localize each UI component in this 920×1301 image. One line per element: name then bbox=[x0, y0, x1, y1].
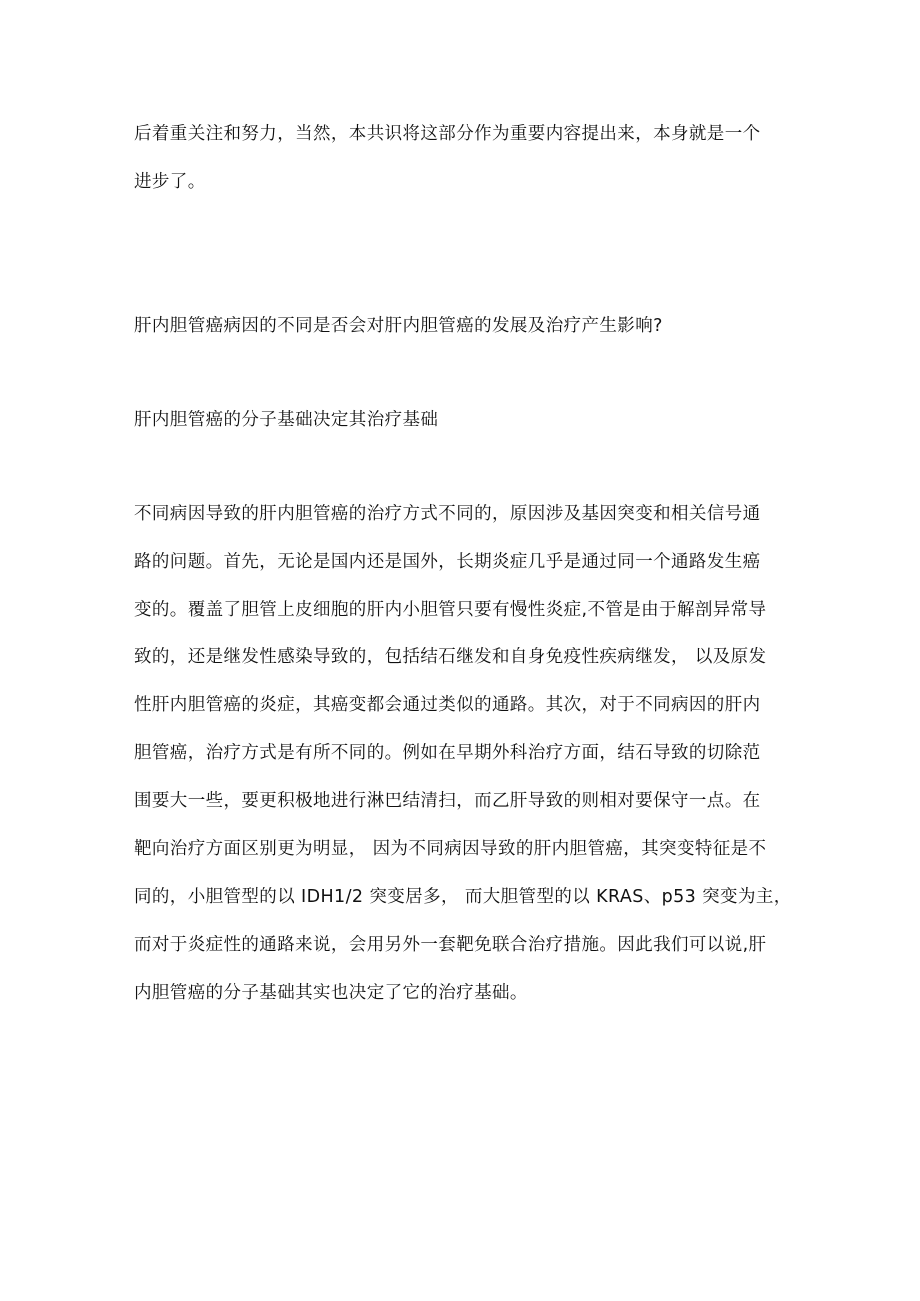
intro-line-1: 后着重关注和努力，当然，本共识将这部分作为重要内容提出来，本身就是一个 bbox=[134, 124, 761, 144]
body-line-7: 围要大一些，要更积极地进行淋巴结清扫，而乙肝导致的则相对要保守一点。在 bbox=[134, 791, 761, 811]
section-heading: 肝内胆管癌的分子基础决定其治疗基础 bbox=[134, 410, 439, 430]
body-line-9: 同的，小胆管型的以 IDH1/2 突变居多， 而大胆管型的以 KRAS、p53 突变为主， bbox=[134, 887, 792, 907]
body-line-2: 路的问题。首先，无论是国内还是国外，长期炎症几乎是通过同一个通路发生癌 bbox=[134, 552, 761, 572]
body-line-4: 致的，还是继发性感染导致的，包括结石继发和自身免疫性疾病继发， 以及原发 bbox=[134, 647, 767, 667]
body-line-11: 内胆管癌的分子基础其实也决定了它的治疗基础。 bbox=[134, 983, 528, 1003]
body-line-8: 靶向治疗方面区别更为明显， 因为不同病因导致的肝内胆管癌，其突变特征是不 bbox=[134, 839, 767, 859]
question-line: 肝内胆管癌病因的不同是否会对肝内胆管癌的发展及治疗产生影响? bbox=[134, 316, 663, 336]
body-line-1: 不同病因导致的肝内胆管癌的治疗方式不同的，原因涉及基因突变和相关信号通 bbox=[134, 504, 761, 524]
body-line-10: 而对于炎症性的通路来说，会用另外一套靶免联合治疗措施。因此我们可以说,肝 bbox=[134, 935, 767, 955]
body-line-3: 变的。覆盖了胆管上皮细胞的肝内小胆管只要有慢性炎症,不管是由于解剖异常导 bbox=[134, 600, 767, 620]
intro-line-2: 进步了。 bbox=[134, 172, 206, 192]
body-line-6: 胆管癌，治疗方式是有所不同的。例如在早期外科治疗方面，结石导致的切除范 bbox=[134, 743, 761, 763]
body-line-5: 性肝内胆管癌的炎症，其癌变都会通过类似的通路。其次，对于不同病因的肝内 bbox=[134, 695, 761, 715]
